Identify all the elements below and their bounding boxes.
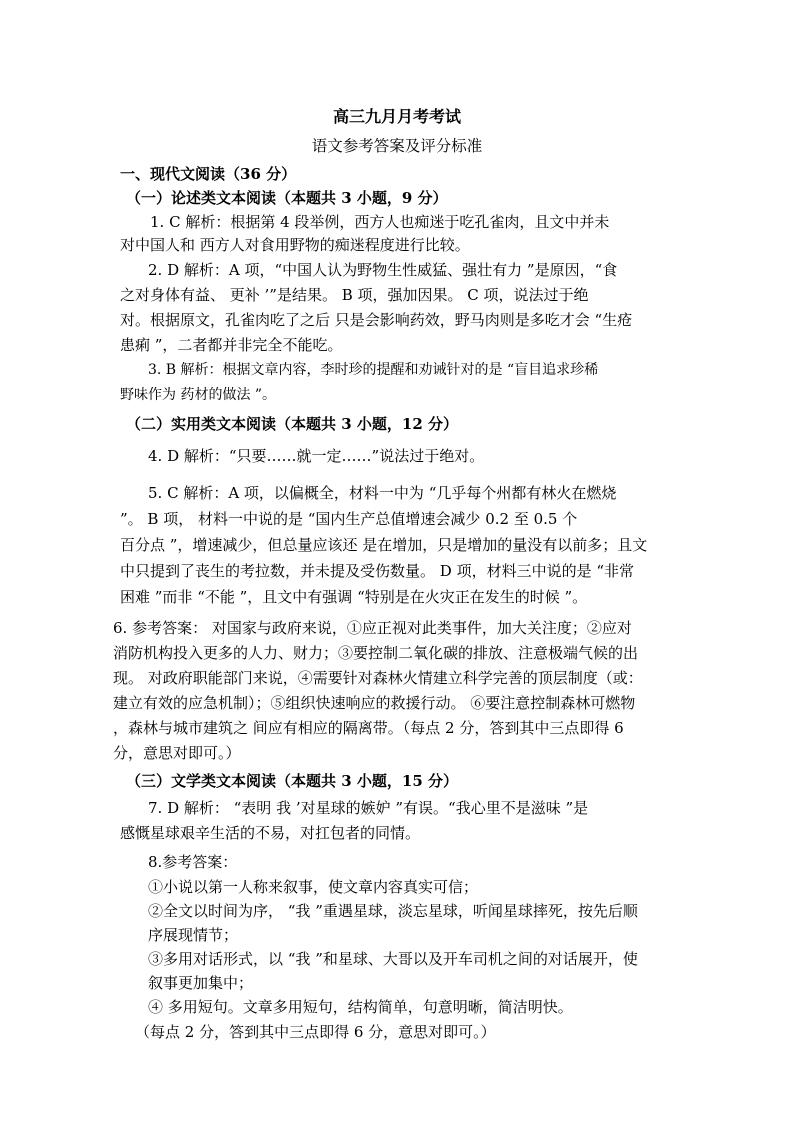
answer-line: 感慨星球艰辛生活的不易，对扛包者的同情。 [120,824,421,842]
answer-line: 野味作为 药材的做法 ”。 [120,387,277,403]
answer-line: 1. C 解析：根据第 4 段举例，西方人也痴迷于吃孔雀肉，且文中并未 [150,213,610,231]
answer-line: 对。根据原文，孔雀肉吃了之后 只是会影响药效，野马肉则是多吃才会 “生疮 [120,311,633,329]
part-heading-2: （二）实用类文本阅读（本题共 3 小题，12 分） [126,415,458,433]
answer-line: ，森林与城市建筑之 间应有相应的隔离带。（每点 2 分，答到其中三点即得 6 [113,719,624,737]
answer-line: ”。 B 项， 材料一中说的是 “国内生产总值增速会减少 0.2 至 0.5 个 [120,510,578,528]
exam-subtitle: 语文参考答案及评分标准 [311,137,483,155]
answer-line: （每点 2 分，答到其中三点即得 6 分，意思对即可。） [135,1023,496,1041]
answer-line: 建立有效的应急机制）；⑤组织快速响应的救援行动。 ⑥要注意控制森林可燃物 [113,694,636,712]
answer-line: 中只提到了丧生的考拉数，并未提及受伤数量。 D 项，材料三中说的是 “非常 [120,562,635,580]
answer-line: 患痢 ”，二者都并非完全不能吃。 [120,336,343,354]
answer-line: 现。 对政府职能部门来说，④需要针对森林火情建立科学完善的顶层制度（或： [113,669,643,687]
answer-line: 序展现情节； [148,926,239,944]
answer-line: 6. 参考答案： 对国家与政府来说，①应正视对此类事件，加大关注度；②应对 [113,619,632,637]
answer-line: 2. D 解析：A 项，“中国人认为野物生性威猛、强壮有力 ”是原因，“食 [148,261,618,279]
answer-line: 对中国人和 西方人对食用野物的痴迷程度进行比较。 [120,236,470,254]
answer-line: 4. D 解析：“只要……就一定……”说法过于绝对。 [148,447,485,465]
section-heading: 一、现代文阅读（36 分） [120,165,297,183]
answer-line: 困难 ”而非 “不能 ”，且文中有强调 “特别是在火灾正在发生的时候 ”。 [120,588,588,606]
answer-line: 5. C 解析：A 项，以偏概全，材料一中为 “几乎每个州都有林火在燃烧 [148,484,617,502]
answer-line: 分，意思对即可。） [113,744,241,762]
answer-line: ③多用对话形式，以 “我 ”和星球、大哥以及开车司机之间的对话展开，使 [148,950,638,968]
part-heading-1: （一）论述类文本阅读（本题共 3 小题，9 分） [126,189,448,207]
answer-line: 叙事更加集中； [148,974,254,992]
answer-line: 3. B 解析：根据文章内容，李时珍的提醒和劝诫针对的是 “盲目追求珍稀 [148,362,599,378]
part-heading-3: （三）文学类文本阅读（本题共 3 小题，15 分） [126,772,458,790]
answer-line: 消防机构投入更多的人力、财力；③要控制二氧化碳的排放、注意极端气候的出 [113,644,639,662]
answer-line: ①小说以第一人称来叙事，使文章内容真实可信； [148,878,479,896]
answer-line: ④ 多用短句。文章多用短句，结构简单，句意明晰，简洁明快。 [148,998,573,1016]
answer-line: 8.参考答案： [148,853,238,871]
answer-line: 7. D 解析： “表明 我 ’对星球的嫉妒 ”有误。“我心里不是滋味 ”是 [148,799,589,817]
exam-title: 高三九月月考考试 [332,107,461,126]
answer-line: ②全文以时间为序， “我 ”重遇星球，淡忘星球，听闻星球摔死，按先后顺 [148,902,638,920]
answer-line: 百分点 ”，增速减少，但总量应该还 是在增加，只是增加的量没有以前多；且文 [120,536,648,554]
answer-line: 之对身体有益、 更补 ’”是结果。 B 项，强加因果。 C 项，说法过于绝 [120,286,589,304]
